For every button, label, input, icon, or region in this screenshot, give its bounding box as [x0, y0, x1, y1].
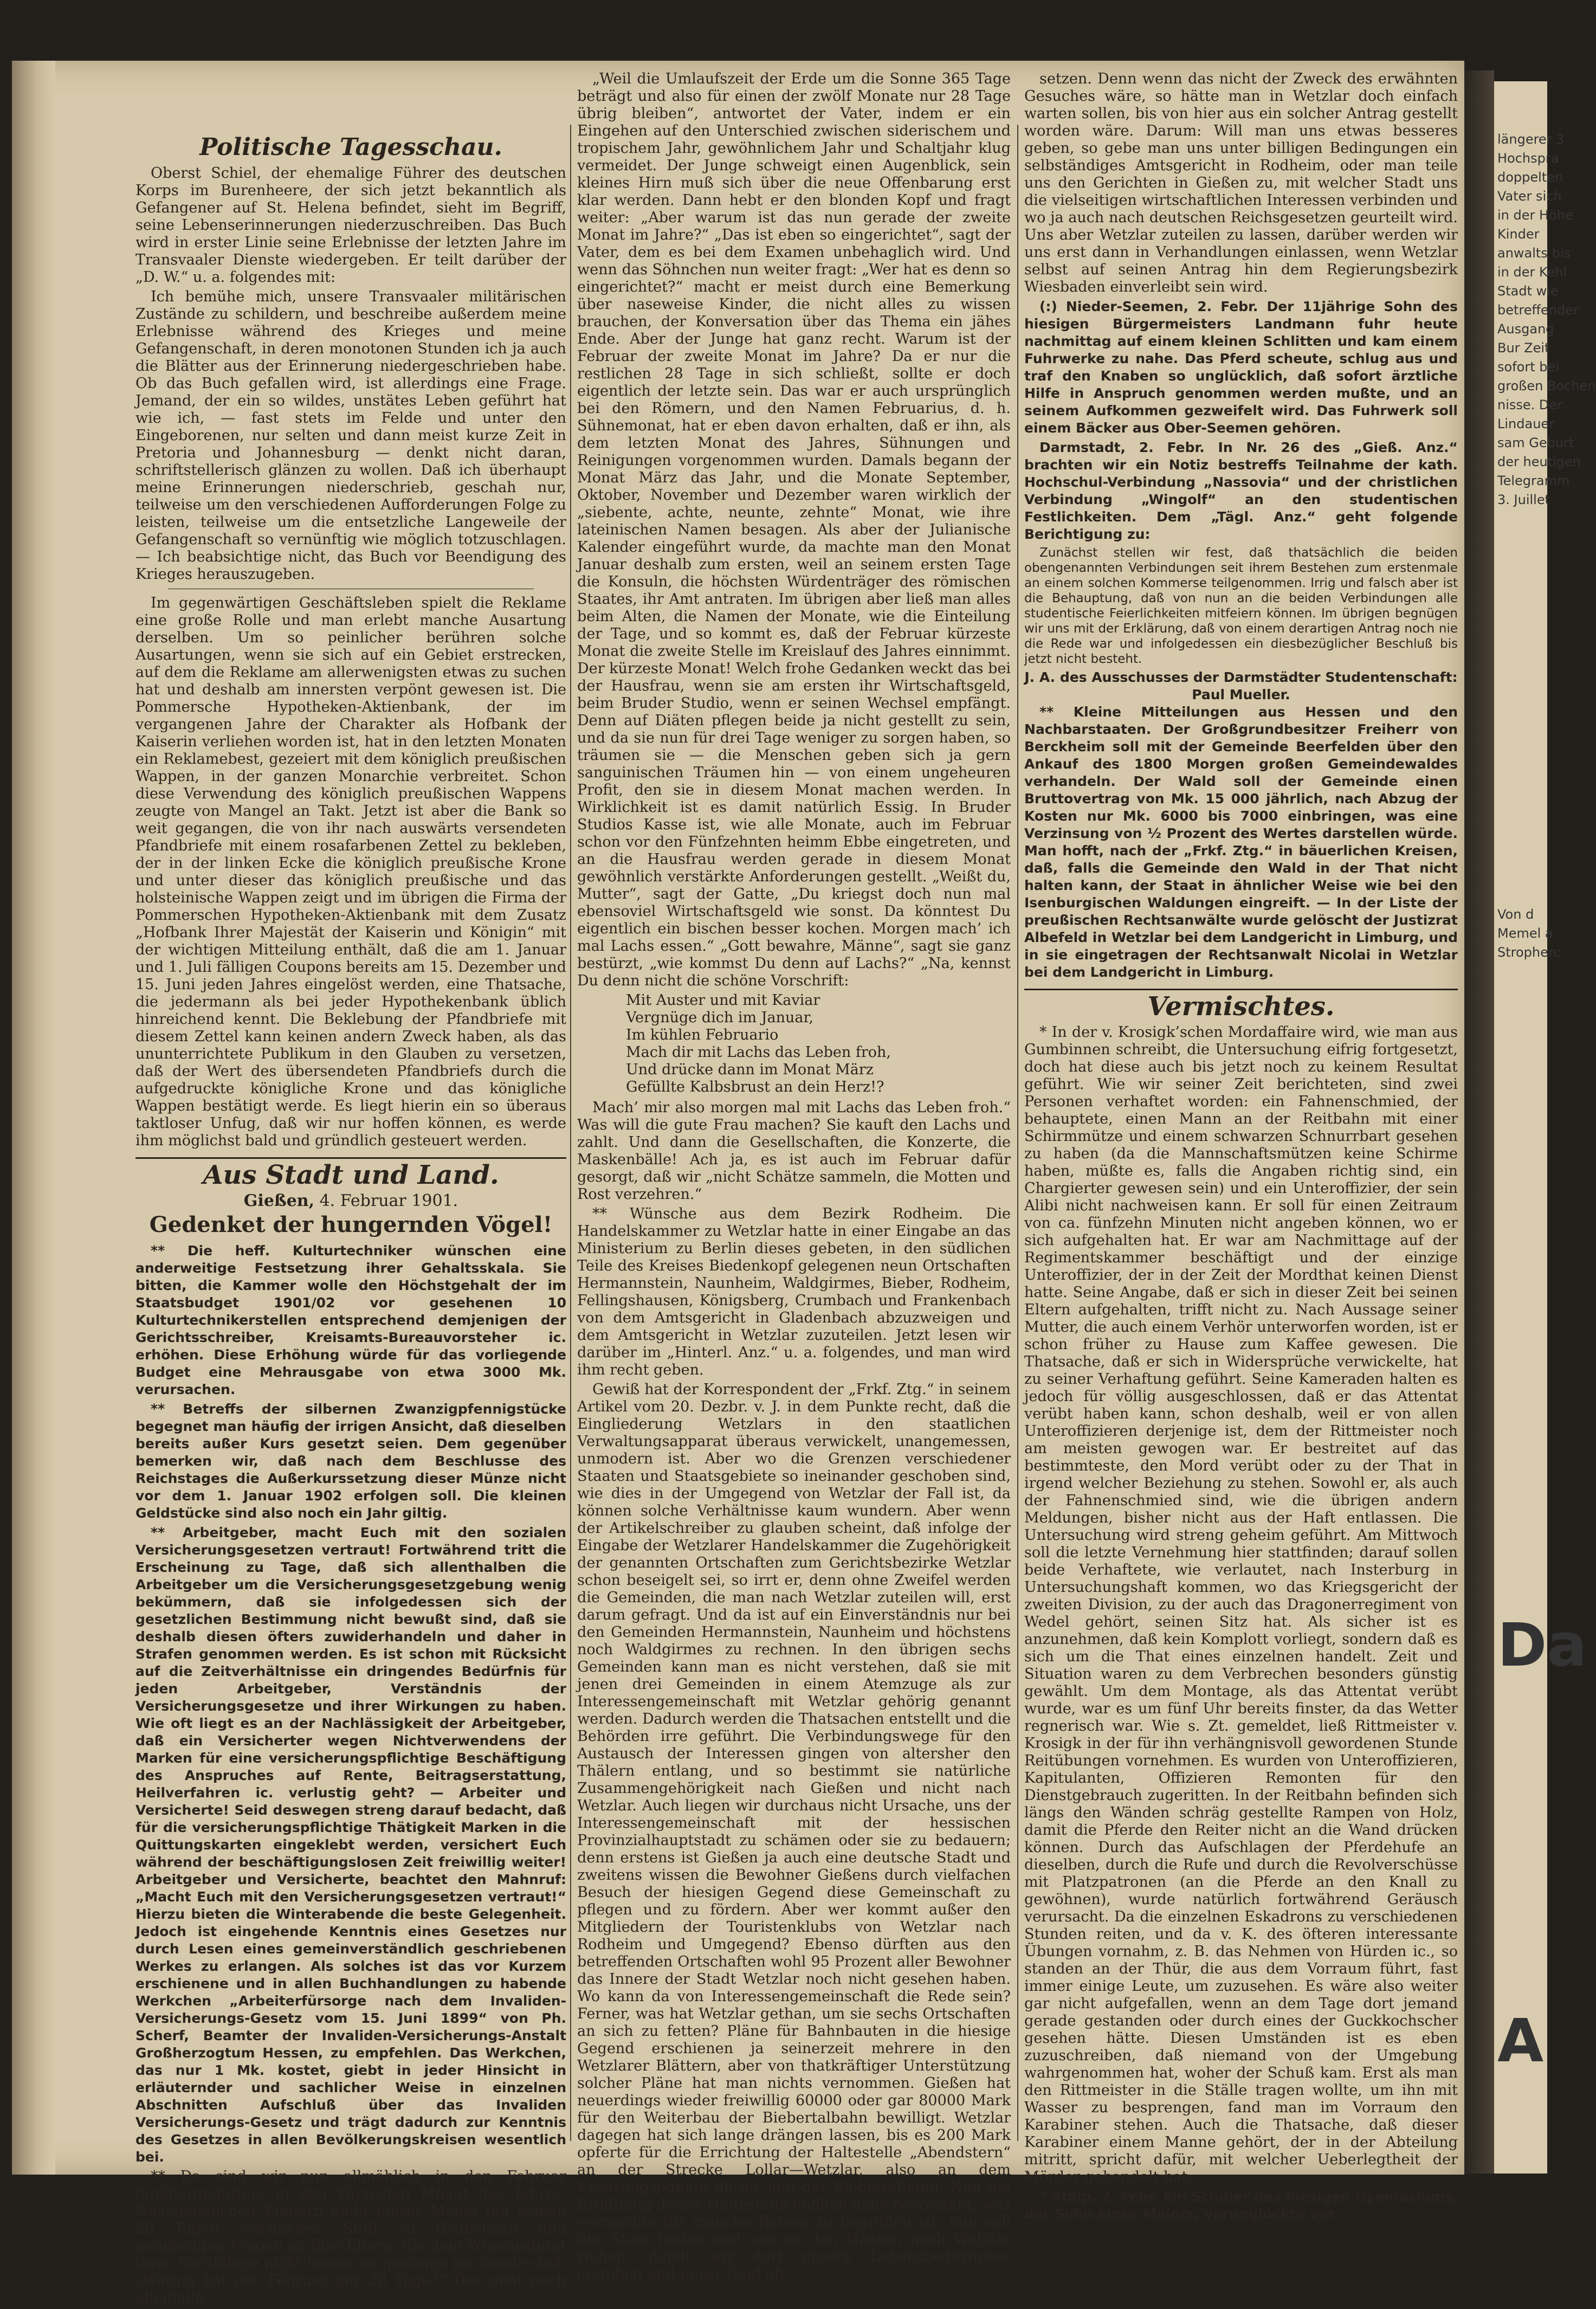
column-2	[577, 70, 1011, 2285]
fragment-text: in der Kehl	[1497, 265, 1567, 280]
fragment-text: nisse. Der	[1497, 397, 1563, 412]
article-paragraph: ** Wünsche aus dem Bezirk Rodheim. Die Handelskammer zu Wetzlar hatte in einer Eingabe an das Ministerium zu Berlin dieses gebeten, in den südlichen Teile des Kreises Biedenkopf gelegenen neun Ortschaften Hermannstein, Naunheim, Waldgirmes, Bieber, Rodheim, Fellingshausen, Königsberg, Crumbach und Frankenbach von dem Amtsgericht in Gladenbach abzuzweigen und dem Amtsgericht in Wetzlar zuzuteilen. Jetzt lesen wir darüber im „Hinterl. Anz.“ u. a. folgendes, und man wird ihm recht geben.	[577, 1205, 1011, 1378]
fragment-text: längerer 3	[1497, 132, 1565, 147]
article-paragraph: „Weil die Umlaufszeit der Erde um die Sonne 365 Tage beträgt und also für einen der zwölf Monate nur 28 Tage übrig bleiben“, antwortet der Vater, indem er ein Eingehen auf den Unterschied zwischen siderischem und tropischem Jahr, gewöhnlichem Jahr und Schaltjahr klug vermeidet. Der Junge schweigt einen Augenblick, sein kleines Hirn muß sich über die neue Offenbarung erst klar werden. Dann hebt er den blonden Kopf und fragt weiter: „Aber warum ist das nun gerade der zweite Monat im Jahre?“ „Das ist eben so eingerichtet“, sagt der Vater, dem es bei dem Examen unbehaglich wird. Und wenn das Söhnchen nun weiter fragt: „Wer hat es denn so eingerichtet?“ macht er meist durch eine Bemerkung über naseweise Kinder, die nicht alles zu wissen brauchen, der Konversation über das Thema ein jähes Ende. Aber der Junge hat ganz recht. Warum ist der Februar der zweite Monat im Jahre? Da er nur die restlichen 28 Tage in sich schließt, sollte er doch eigentlich der letzte sein. Das war er auch ursprünglich bei den Römern, und den Namen Februarius, d. h. Sühnemonat, hat er eben davon erhalten, daß er ihn, als dem letzten Monat des Jahres, Sühnungen und Reinigungen vorgenommen wurden. Damals begann der Monat März das Jahr, und die Monate September, Oktober, November und Dezember waren wirklich der „siebente, achte, neunte, zehnte“ Monat, wie ihre lateinischen Namen besagen. Als aber der Julianische Kalender eingeführt wurde, da machte man den Monat Januar deshalb zum ersten, weil an seinem ersten Tage die Konsuln, die höchsten Würdenträger des römischen Staates, ihr Amt antraten. Im übrigen aber ließ man alles beim Alten, die Namen der Monate, wie die Einteilung der Tage, und so kommt es, daß der Februar kürzeste Monat die zweite Stelle im Kreislauf des Jahres einnimmt. Der kürzeste Monat! Welch frohe Gedanken weckt das bei der Hausfrau, wenn sie am ersten ihr Wirtschaftsgeld, beim Bruder Studio, wenn er seinen Wechsel empfängt. Denn auf Diäten pflegen beide ja nicht gestellt zu sein, und da sie nun für drei Tage weniger zu sorgen haben, so träumen sie — die Menschen geben sich ja gern sanguinischen Träumen hin — von einem ungeheuren Profit, den sie in diesem Monat machen werden. In Wirklichkeit ist es damit natürlich Essig. In Bruder Studios Kasse ist, wie alle Monate, auch im Februar schon vor den Fünfzehnten heimm Ebbe eingetreten, und an die Hausfrau werden gerade in diesem Monat gewöhnlich verstärkte Anforderungen gestellt. „Weißt du, Mutter“, sagt der Gatte, „Du kriegst doch nun mal ebensoviel Wirtschaftsgeld wie sonst. Da könntest Du eigentlich ein bischen besser kochen. Morgen mach’ ich mal Lachs essen.“ „Gott bewahre, Männe“, sagt sie ganz bestürzt, „wie kommst Du denn auf Lachs?“ „Na, kennst Du denn nicht die schöne Vorschrift:	[577, 70, 1011, 989]
news-item: ** Kleine Mitteilungen aus Hessen und den Nachbarstaaten. Der Großgrundbesitzer Freiherr von Berckheim soll mit der Gemeinde Beerfelden über den Ankauf des 1800 Morgen großen Gemeindewaldes verhandeln. Der Wald soll der Gemeinde einen Bruttovertrag von Mk. 15 000 jährlich, nach Abzug der Kosten nur Mk. 6000 bis 7000 einbringen, was eine Verzinsung von ½ Prozent des Wertes darstellen würde. Man hofft, nach der „Frkf. Ztg.“ in bäuerlichen Kreisen, daß, falls die Gemeinde den Wald in der That nicht halten kann, der Staat in ähnlicher Weise wie bei den Isenburgischen Waldungen eingreift. — In der Liste der preußischen Rechtsanwälte wurde gelöscht der Justizrat Albefeld in Wetzlar bei dem Landgericht in Limburg, und in sie eingetragen der Rechtsanwalt Nicolai in Wetzlar bei dem Landgericht in Limburg.	[1024, 704, 1458, 980]
fragment-text: Vater sich	[1497, 189, 1562, 204]
fragment-text: Von d	[1497, 907, 1534, 922]
column-divider	[570, 125, 571, 2141]
fragment-text: der heutigen	[1497, 454, 1581, 469]
headline-voegel: Gedenket der hungernden Vögel!	[149, 1212, 553, 1237]
fragment-text: Stadt wie	[1497, 283, 1559, 299]
article-paragraph: * In der v. Krosigk’schen Mordaffaire wird, wie man aus Gumbinnen schreibt, die Untersuchung eifrig fortgesetzt, doch hat diese auch bis jetzt noch zu keinem Resultat geführt. Wie wir seiner Zeit berichteten, sind zwei Personen verhaftet worden: ein Fahnenschmied, der behauptete, einen Mann an der Reitbahn mit einer Schirmmütze und einem schwarzen Schnurrbart gesehen zu haben (da die Mannschaftsmützen keine Schirme haben, müßte es, falls die Angaben richtig sind, ein Chargierter gewesen sein) und ein Unteroffizier, der sein Alibi nicht nachweisen kann. Er soll für einen Zeitraum von ca. fünfzehn Minuten nicht angeben können, wo er sich aufgehalten hat. Er war am Nachmittage auf der Regimentskammer beschäftigt und der einzige Unteroffizier, der in der Zeit der Mordthat keinen Dienst hatte. Seine Angabe, daß er sich in dieser Zeit bei seinen Eltern aufgehalten, trifft nicht zu. Nach Aussage seiner Mutter, die auch einem Verhör unterworfen worden, ist er schon früher zu Hause zum Kaffee gewesen. Die Thatsache, daß er sich in Widersprüche verwickelte, hat zu seiner Verhaftung geführt. Seine Kameraden halten es jedoch für völlig ausgeschlossen, daß er das Attentat verübt haben kann, schon deshalb, weil er von allen Unteroffizieren derjenige ist, dem der Rittmeister noch am meisten gewogen war. Er bestreitet auf das bestimmteste, den Mord verübt oder zu der That in irgend welcher Beziehung zu stehen. Sowohl er, als auch der Fahnenschmied sind, wie die übrigen andern Meldungen, bisher nicht aus der Haft entlassen. Die Untersuchung wird streng geheim geführt. Am Mittwoch soll die letzte Vernehmung hier stattfinden; darauf sollen beide Verhaftete, wie verlautet, nach Insterburg in Untersuchungshaft kommen, wo das Kriegsgericht der zweiten Division, zu der auch das Dragonerregiment von Wedel gehört, seinen Sitz hat. Als sicher ist es anzunehmen, daß kein Komplott vorliegt, sondern daß es sich um die That eines einzelnen handelt. Zeit und Situation waren zu dem Verbrechen besonders günstig gewählt. Um dem Montage, als das Attentat verübt wurde, war es um fünf Uhr bereits finster, da das Wetter regnerisch war. Wie s. Zt. gemeldet, ließ Rittmeister v. Krosigk in der für ihn verhängnisvoll gewordenen Stunde Reitübungen vornehmen. Es wurden von Unteroffizieren, Kapitulanten, Offizieren Remonten für den Dienstgebrauch zugeritten. In der Reitbahn befinden sich längs den Wänden schräg gestellte Rampen von Holz, damit die Pferde den Reiter nicht an die Wand drücken können. Durch das Aufschlagen der Pferdehufe an dieselben, durch die Rufe und durch die Revolverschüsse mit Platzpatronen (an die Pferde an den Knall zu gewöhnen), wurde natürlich fortwährend Geräusch verursacht. Da die einzelnen Eskadrons zu verschiedenen Stunden reiten, und da v. K. des öfteren interessante Übungen vornahm, z. B. das Nehmen von Hürden ic., so standen an der Thür, die aus dem Vorraum führt, fast immer einige Leute, um zuzusehen. Es wäre also weiter gar nicht aufgefallen, wenn an dem Tage dort jemand gerade gestanden oder durch eines der Guckkochscher gesehen hätte. Diesen Umständen ist es eben zuzuschreiben, daß niemand von der Umgebung wahrgenommen hat, woher der Schuß kam. Erst als man den Rittmeister in die Ställe tragen wollte, um ihn mit Wasser zu besprengen, fand man im Vorraum den Karabiner stehen. Auch die Thatsache, daß dieser Karabiner einem Manne gehört, der in der Abteilung mitritt, spricht dafür, mit welcher Ueberlegtheit der Mörder gehandelt hat.	[1024, 1024, 1458, 2185]
fragment-text: 3. Juillet	[1497, 492, 1550, 507]
news-item: ** Betreffs der silbernen Zwanzigpfennigstücke begegnet man häufig der irrigen Ansicht, daß dieselben bereits außer Kurs gesetzt seien. Dem gegenüber bemerken wir, daß nach dem Beschlusse des Reichstages die Außerkurssetzung dieser Münze nicht vor dem 1. Januar 1902 erfolgen soll. Die kleinen Geldstücke sind also noch ein Jahr giltig.	[135, 1401, 566, 1521]
article-paragraph: setzen. Denn wenn das nicht der Zweck des erwähnten Gesuches wäre, so hätte man in Wetzlar doch einfach warten sollen, bis von hier aus ein solcher Antrag gestellt worden wäre. Darum: Will man uns etwas besseres geben, so gebe man uns unter billigen Bedingungen ein selbständiges Amtsgericht in Rodheim, oder man teile uns den Gerichten in Gießen zu, mit welcher Stadt uns die vielseitigen wirtschaftlichen Interessen verbinden und wo ja auch nach deutschen Reichsgesetzen geurteilt wird. Uns aber Wetzlar zuteilen zu lassen, darüber werden wir uns erst dann in Verhandlungen einlassen, wenn Wetzlar selbst auf seinen Antrag hin dem Regierungsbezirk Wiesbaden einverleibt sein wird.	[1024, 70, 1458, 295]
page-spine	[12, 61, 55, 2175]
quoted-statement: Zunächst stellen wir fest, daß thatsächlich die beiden obengenannten Verbindungen seit ihrem Bestehen zum erstenmale an einem solchen Kommerse teilgenommen. Irrig und falsch aber ist die Behauptung, daß von nun an die beiden Verbindungen alle studentische Feierlichkeiten mitfeiern können. Im übrigen begnügen wir uns mit der Erklärung, daß von einem derartigen Antrag noch nie die Rede war und infolgedessen ein diesbezüglicher Beschluß bis jetzt nicht besteht.	[1024, 546, 1458, 666]
poem-line: Im kühlen Februario	[626, 1027, 779, 1043]
fragment-text: Telegramm	[1497, 473, 1570, 488]
adjacent-page-fragment	[1494, 81, 1596, 2173]
poem-line: Vergnüge dich im Januar,	[626, 1009, 813, 1026]
article-paragraph: Gewiß hat der Korrespondent der „Frkf. Ztg.“ in seinem Artikel vom 20. Dezbr. v. J. in dem Punkte recht, daß die Eingliederung Wetzlars in den staatlichen Verwaltungsapparat überaus verwickelt, unangemessen, unmodern ist. Aber wo die Grenzen verschiedener Staaten und Staatsgebiete so ineinander geschoben sind, wie dies in der Umgegend von Wetzlar der Fall ist, da können solche Verhältnisse kaum wundern. Aber wenn der Artikelschreiber zu glauben scheint, daß infolge der Eingabe der Wetzlarer Handelskammer die Zugehörigkeit der genannten Ortschaften zum Gerichtsbezirke Wetzlar schon beseigelt sei, so irrt er, denn ohne Zweifel werden die Gemeinden, die man nach Wetzlar zuteilen will, erst darum gefragt. Und da ist auf ein Einverständnis nur bei den Gemeinden Hermannstein, Naunheim und höchstens noch Waldgirmes zu rechnen. In den übrigen sechs Gemeinden kann man es nicht verstehen, daß sie mit jenen drei Gemeinden in einem Atemzuge als zur Interessengemeinschaft mit Wetzlar gehörig genannt werden. Dadurch werden die Thatsachen entstellt und die Behörden irre geführt. Die Verbindungswege für den Austausch der Interessen gingen von altersher den Thälern entlang, und so bestimmt sie natürliche Zusammengehörigkeit nach Gießen und nicht nach Wetzlar. Auch liegen wir durchaus nicht Ursache, uns der Interessengemeinschaft mit der hessischen Provinzialhauptstadt zu schämen oder sie zu bedauern; denn erstens ist Gießen ja auch eine deutsche Stadt und zweitens wissen die Bewohner Gießens durch vielfachen Besuch der hiesigen Gegend diese Gemeinschaft zu pflegen und zu fördern. Aber wer kommt außer den Mitgliedern der Touristenklubs von Wetzlar nach Rodheim und Umgegend? Ebenso dürften aus den betreffenden Ortschaften wohl 95 Prozent aller Bewohner das Innere der Stadt Wetzlar noch nicht gesehen haben. Wo kann da von Interessengemeinschaft die Rede sein? Ferner, was hat Wetzlar gethan, um sie sechs Ortschaften an sich zu fetten? Pläne für Bahnbauten in die hiesige Gegend erschienen ja seinerzeit mehrere in den Wetzlarer Blättern, aber von thatkräftiger Unterstützung solcher Pläne hat man nichts vernommen. Gießen hat neuerdings wieder freiwillig 60000 oder gar 80000 Mark für den Weiterbau der Biebertalbahn bewilligt. Wetzlar dagegen hat sich lange drängen lassen, bis es 200 Mark opferte für die Errichtung der Haltestelle „Abendstern“ an der Strecke Lollar—Wetzlar, also an dem Kreuzungspunkte dieser und der Biebertalbahn. Nun die Eröffnung dieser Haltestelle endlich nahe bevorsteht, was vermochte für manche Reisen zu begrüßen ist, nun soll der Staat helfen und uns an den Haaren nach Wetzlar ziehen, damit wir dort unsere Lebensbedürfnisse erstehen und unser Geld ab-	[577, 1381, 1011, 2282]
divider	[1024, 989, 1458, 990]
fragment-text: betreffender	[1497, 302, 1579, 318]
poem-line: Mit Auster und mit Kaviar	[626, 992, 820, 1009]
poem-line: Gefüllte Kalbsbrust an dein Herz!?	[626, 1079, 884, 1095]
fragment-text: Bur Zeit	[1497, 340, 1550, 356]
news-item: ** Die heff. Kulturtechniker wünschen eine anderweitige Festsetzung ihrer Gehaltsskala. Sie bitten, die Kammer wolle den Höchstgehalt der im Staatsbudget 1901/02 vor gesehenen 10 Kulturtechnikerstellen entsprechend demjenigen der Gerichtsschreiber, Kreisamts-Bureauvorsteher ic. erhöhen. Diese Erhöhung würde für das vorliegende Budget eine Mehrausgabe von etwa 3000 Mk. verursachen.	[135, 1243, 566, 1397]
fragment-text: Strophen:	[1497, 945, 1561, 960]
signature-name: Paul Mueller.	[1192, 687, 1290, 702]
poem-line: Mach dir mit Lachs das Leben froh,	[626, 1044, 891, 1061]
fragment-text: großen Bochen	[1497, 378, 1596, 394]
fragment-text: sam Geburt	[1497, 435, 1574, 450]
divider	[135, 1157, 566, 1159]
dateline-place: Gießen,	[243, 1191, 315, 1210]
article-paragraph: * Stolp, 2. Febr. Ein Schüler des hiesigen Gymnasiums, der Sohn eines Majors, verunglückte vor	[1024, 2189, 1458, 2222]
section-heading-vermischtes: Vermischtes.	[1147, 991, 1335, 1022]
fragment-text: in der Höhe	[1497, 208, 1573, 223]
news-item: ** Arbeitgeber, macht Euch mit den sozialen Versicherungsgesetzen vertraut! Fortwährend tritt die Erscheinung zu Tage, daß sich allenthalben die Arbeitgeber um die Versicherungsgesetzgebung wenig bekümmern, daß sie infolgedessen sich der gesetzlichen Bestimmung nicht bewußt sind, daß sie deshalb diesen öfters zuwiderhandeln und daher in Strafen genommen werden. Es ist schon mit Rücksicht auf die Zeitverhältnisse ein dringendes Bedürfnis für jeden Arbeitgeber, Verständnis der Versicherungsgesetze und ihrer Wirkungen zu haben. Wie oft liegt es an der Nachlässigkeit der Arbeitgeber, daß ein Versicherter wegen Nichtverwendens der Marken für eine versicherungspflichtige Beschäftigung des Anspruches auf Rente, Beitragserstattung, Heilverfahren ic. verlustig geht? — Arbeiter und Versicherte! Seid deswegen streng darauf bedacht, daß für die versicherungspflichtige Thätigkeit Marken in die Quittungskarten eingeklebt werden, versichert Euch während der beschäftigungslosen Zeit freiwillig weiter! Arbeitgeber und Versicherte, beachtet den Mahnruf: „Macht Euch mit den Versicherungsgesetzen vertraut!“ Hierzu bieten die Winterabende die beste Gelegenheit. Jedoch ist eingehende Kenntnis eines Gesetzes nur durch Lesen eines gemeinverständlich geschriebenen Werkes zu erlangen. Als solches ist das vor Kurzem erschienene und in allen Buchhandlungen zu habende Werkchen „Arbeiterfürsorge nach dem Invaliden-Versicherungs-Gesetz vom 15. Juni 1899“ von Ph. Scherf, Beamter der Invaliden-Versicherungs-Anstalt Großherzogtum Hessen, zu empfehlen. Das Werkchen, das nur 1 Mk. kostet, giebt in jeder Hinsicht in erläuternder und sachlicher Weise in einzelnen Abschnitten Aufschluß über das Invaliden Versicherungs-Gesetz und trägt dadurch zur Kenntnis des Gesetzes in allen Bevölkerungskreisen wesentlich bei.	[135, 1525, 566, 2165]
column-divider	[1017, 125, 1018, 2141]
fragment-text: Hochspra	[1497, 151, 1559, 166]
article-paragraph: Im gegenwärtigen Geschäftsleben spielt die Reklame eine große Rolle und man erlebt manche Ausartung derselben. Um so peinlicher berühren solche Ausartungen, wenn sie sich auf ein Gebiet erstrecken, auf dem die Reklame am allerwenigsten etwas zu suchen hat und deshalb am innersten verpönt gewesen ist. Die Pommersche Hypotheken-Aktienbank, der im vergangenen Jahre der Charakter als Hofbank der Kaiserin verliehen worden ist, hat in den letzten Monaten ein Reklamebest, gezeiert mit dem königlich preußischen Wappen, in der ganzen Monarchie verbreitet. Schon diese Verwendung des königlich preußischen Wappens zeugte von Mangel an Takt. Jetzt ist aber die Bank so weit gegangen, die von ihr nach auswärts versendeten Pfandbriefe mit einem rosafarbenen Zettel zu bekleben, der in der linken Ecke die königlich preußische Krone und unter dieser das königlich preußische und das holsteinische Wappen zeigt und im übrigen die Firma der Pommerschen Hypotheken-Aktienbank mit dem Zusatz „Hofbank Ihrer Majestät der Kaiserin und Königin“ mit der wichtigen Mitteilung enthält, daß die am 1. Januar und 1. Juli fälligen Coupons bereits am 15. Dezember und 15. Juni jeden Jahres eingelöst werden, eine Thatsache, die jedermann als bei jeder Hypothekenbank üblich hinreichend kennt. Die Beklebung der Pfandbriefe mit diesem Zettel kann keinen andern Zweck haben, als das ununterrichtete Publikum in den Glauben zu versetzen, daß der Wert des übersendeten Pfandbriefs durch die aufgedruckte königliche Krone und das königliche Wappen bestätigt werde. Es liegt hierin ein so überaus taktloser Unfug, daß wir nur hoffen können, es werde ihm möglichst bald und gründlich gesteuert werden.	[135, 595, 566, 1149]
dateline-date: 4. Februar 1901.	[319, 1191, 458, 1210]
fragment-text: Lindauer	[1497, 416, 1555, 431]
fragment-text: doppelten	[1497, 170, 1563, 185]
column-3	[1024, 70, 1458, 2225]
fragment-text: Memel a	[1497, 926, 1553, 941]
fragment-text: anwalts bis	[1497, 246, 1571, 261]
section-heading-stadt: Aus Stadt und Land.	[203, 1160, 499, 1190]
article-paragraph: ** Da sind wir nun allmählich in den Februar hinübergeglitten, in den kürzesten Monat des Jahres. Nachdenklichen Kindern giebt dieser Monat mit seinen 28 Tagen reichlichen Stoff zu Grübeleien und neugierigen Fragen an ihre Eltern, die dem Wissensdurst ihrer Sprößlinge nicht immer zu genügen im stande sind. „Warum hat der Februar nur 28 Tage?“ Das geht noch allenfalls.	[135, 2168, 566, 2306]
dateline	[135, 1192, 566, 1210]
page-gutter	[1464, 70, 1494, 2173]
fragment-headline: Da	[1497, 1610, 1587, 1680]
column-1	[135, 133, 566, 2309]
article-paragraph: Ich bemühe mich, unsere Transvaaler militärischen Zustände zu schildern, und beschreibe außerdem meine Erlebnisse während des Krieges und meine Gefangenschaft, in deren monotonen Stunden ich ja auch die Blätter aus der Erinnerung niedergeschrieben habe. Ob das Buch gefallen wird, ist allerdings eine Frage. Jemand, der ein so wildes, unstätes Leben geführt hat wie ich, — fast stets im Felde und unter den Eingeborenen, nur selten und dann meist kurze Zeit in Pretoria und Johannesburg — denkt nicht daran, schriftstellerisch glänzen zu wollen. Daß ich überhaupt meine Erinnerungen niederschrieb, geschah nur, teilweise um den verschiedenen Aufforderungen Folge zu leisten, teilweise um die entsetzliche Langeweile der Gefangenschaft so vernünftig wie möglich totzuschlagen. — Ich beabsichtige nicht, das Buch vor Beendigung des Krieges herauszugeben.	[135, 288, 566, 583]
news-item: (:) Nieder-Seemen, 2. Febr. Der 11jährige Sohn des hiesigen Bürgermeisters Landmann fuhr heute nachmittag auf einem kleinen Schlitten und kam einem Fuhrwerke zu nahe. Das Pferd scheute, schlug aus und traf den Knaben so unglücklich, daß sofort ärztliche Hilfe in Anspruch genommen werden mußte, und an seinem Aufkommen gezweifelt wird. Das Fuhrwerk soll einem Bäcker aus Ober-Seemen gehören.	[1024, 299, 1458, 436]
poem	[626, 992, 1011, 1096]
poem-line: Und drücke dann im Monat März	[626, 1061, 874, 1078]
fragment-text: Ausgang	[1497, 321, 1554, 337]
fragment-text: sofort bei	[1497, 359, 1559, 375]
article-paragraph: Oberst Schiel, der ehemalige Führer des deutschen Korps im Burenheere, der sich jetzt bekanntlich als Gefangener auf St. Helena befindet, sieht im Begriff, seine Lebenserinnerungen niederzuschreiben. Das Buch wird in erster Linie seine Erlebnisse der letzten Jahre im Transvaaler Dienste wiedergeben. Er teilt darüber der „D. W.“ u. a. folgendes mit:	[135, 165, 566, 286]
fragment-text: Kinder	[1497, 227, 1540, 242]
news-item: Darmstadt, 2. Febr. In Nr. 26 des „Gieß. Anz.“ brachten wir ein Notiz bestreffs Teilnahme der kath. Hochschul-Verbindung „Nassovia“ und der christlichen Verbindung „Wingolf“ an den studentischen Festlichkeiten. Dem „Tägl. Anz.“ geht folgende Berichtigung zu:	[1024, 440, 1458, 542]
fragment-headline: A	[1497, 2006, 1544, 2075]
article-paragraph: Mach’ mir also morgen mal mit Lachs das Leben froh.“ Was will die gute Frau machen? Sie kauft den Lachs und zahlt. Und dann die Gesellschaften, die Konzerte, die Maskenbälle! Ach ja, es ist auch im Februar dafür gesorgt, daß wir „nicht Schätze sammeln, die Motten und Rost verzehren.“	[577, 1099, 1011, 1203]
signature-line: J. A. des Ausschusses der Darmstädter Studentenschaft:	[1024, 669, 1458, 685]
section-heading-politik: Politische Tagesschau.	[199, 133, 502, 161]
